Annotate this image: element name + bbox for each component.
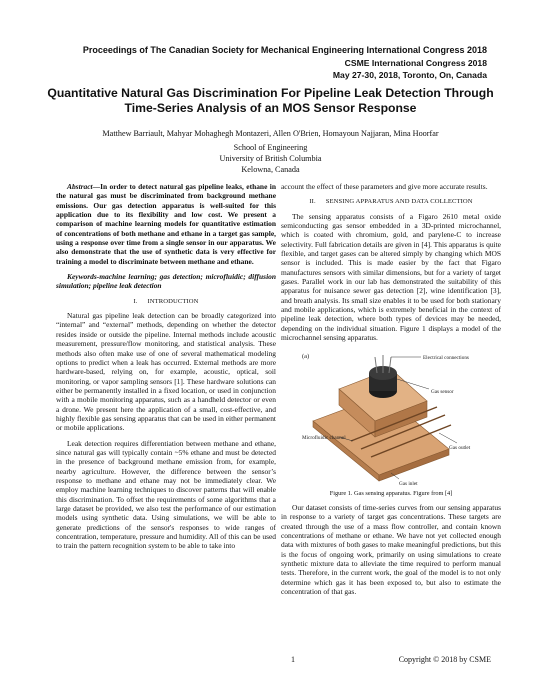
label-gas-sensor: Gas sensor <box>431 388 454 395</box>
apparatus-figure <box>299 349 483 487</box>
dates-location-line: May 27-30, 2018, Toronto, On, Canada <box>332 70 487 80</box>
title-line-1: Quantitative Natural Gas Discrimination For Pipeline Leak Detection Through <box>47 86 494 100</box>
title-line-2: Time-Series Analysis of an MOS Sensor Response <box>124 101 417 115</box>
section-heading-apparatus <box>281 197 501 206</box>
congress-line: CSME International Congress 2018 <box>344 58 487 68</box>
affiliation-university: University of British Columbia <box>219 154 322 163</box>
section-number: I. <box>133 297 138 305</box>
figure-panel-label: (a) <box>302 352 310 360</box>
intro-continuation: account the effect of these parameters and give more accurate results. <box>281 182 488 191</box>
label-gas-outlet: Gas outlet <box>449 444 471 451</box>
affiliation-city: Kelowna, Canada <box>241 165 300 174</box>
abstract-text: —In order to detect natural gas pipeline leaks, ethane in the natural gas must be discriminated from background methane emissions. Our gas detection apparatus is well-suited for this application due to its flexibility and low cost. We present a comparison of machine learning models for quantitative estimation of concentrations of both methane and ethane in a target gas sample, using a response over time from a single sensor in our apparatus. We also demonstrate that the use of synthetic data is very effective for training a model to discriminate between methane and ethane. <box>56 182 276 266</box>
intro-paragraph-2: Leak detection requires differentiation between methane and ethane, since natural gas will typically contain ~5% ethane and must be detected in the presence of background methane emission from, for example, nearby agriculture. However, the difference between the sensor’s response to methane and ethane may not be immediately clear. We employ machine learning techniques to discover patterns that will enable this discrimination. To offset the requirements of some algorithms that a large dataset be provided, we also test the performance of our estimation models using synthetic data. Using simulations, we will be able to generate predictions of the sensor's responses to wide ranges of concentration, temperature, pressure and humidity. All of this can be used to train the pattern recognition system to be able to take into <box>56 438 276 551</box>
gas-sensor-icon <box>369 355 397 398</box>
section-title: SENSING APPARATUS AND DATA COLLECTION <box>325 198 473 206</box>
label-electrical-connections: Electrical connections <box>423 354 469 361</box>
left-column <box>56 182 276 551</box>
author-list: Matthew Barriault, Mahyar Mohaghegh Montazeri, Allen O'Brien, Homayoun Najjaran, Mina Hoorfar <box>102 129 439 138</box>
label-gas-inlet: Gas inlet <box>399 480 418 487</box>
section-number: II. <box>309 198 316 206</box>
keywords: Keywords-machine learning; gas detection; microfluidic; diffusion simulation; pipeline leak detection <box>56 272 276 291</box>
section-title: INTRODUCTION <box>147 297 199 305</box>
affiliation-school: School of Engineering <box>233 143 308 152</box>
label-microfluidic-channel: Microfluidic channel <box>302 434 346 441</box>
apparatus-paragraph-2: Our dataset consists of time-series curves from our sensing apparatus in response to a variety of target gas concentrations. These targets are created through the use of a mass flow controller, and contain known concentrations of methane or ethane. We have not yet collected enough data with mixtures of both gases to make meaningful predictions, but this is the focus of ongoing work, primarily on using simulations to create synthetic mixture data to alleviate the time required to perform manual tests. Therefore, in the current work, the goal of the model is to not only determine which gas it has been exposed to, but also to estimate the concentration of that gas. <box>281 502 501 596</box>
figure-caption: Figure 1. Gas sensing apparatus. Figure from [4] <box>329 489 453 497</box>
abstract <box>56 182 276 266</box>
right-column <box>281 182 501 596</box>
copyright-notice: Copyright © 2018 by CSME <box>398 655 491 664</box>
intro-paragraph-1: Natural gas pipeline leak detection can be broadly categorized into “internal” and “external” methods, depending on whether the detector resides inside or outside the pipeline. Internal methods include acoustic measurement, pressure/flow monitoring, and statistical analysis. These methods also often make use of one of several mathematical modeling options to predict when a leak has occurred. External methods are more hardware-based, relying on, for example, acoustic, optical, soil monitoring, or vapor sampling sensors [1]. These hardware solutions can either be permanently installed in a fixed location, or used in conjunction with a mobile monitoring apparatus, such as a handheld detector or even a drone. We present here the application of a small, cost-effective, and highly flexible gas sensing apparatus that can be used in either permanent or mobile applications. <box>56 311 276 433</box>
proceedings-line: Proceedings of The Canadian Society for Mechanical Engineering International Congress 2018 <box>82 45 487 55</box>
section-heading-introduction <box>56 297 276 306</box>
page-number: 1 <box>291 655 295 664</box>
apparatus-paragraph-1: The sensing apparatus consists of a Figaro 2610 metal oxide semiconducting gas sensor embedded in a 3D-printed microchannel, which is coated with chromium, gold, and parylene-C to increase selectivity. Full fabrication details are given in [4]. This apparatus is quite flexible, and target gases can be altered simply by changing which MOS sensor is included. This is made easier by the fact that Figaro manufactures sensors with similar dimensions, but for a variety of target gases. Parallel work in our lab has demonstrated the suitability of this apparatus for nuisance sewer gas detection [2], wine identification [3], and breath analysis. Its small size enables it to be used for both stationary and mobile applications, which is extremely beneficial in the context of pipeline leak detection, where both types of devices may be needed, depending on the individual situation. Figure 1 displays a model of the microchannel sensing apparatus. <box>281 211 501 343</box>
abstract-label: Abstract <box>67 182 93 191</box>
